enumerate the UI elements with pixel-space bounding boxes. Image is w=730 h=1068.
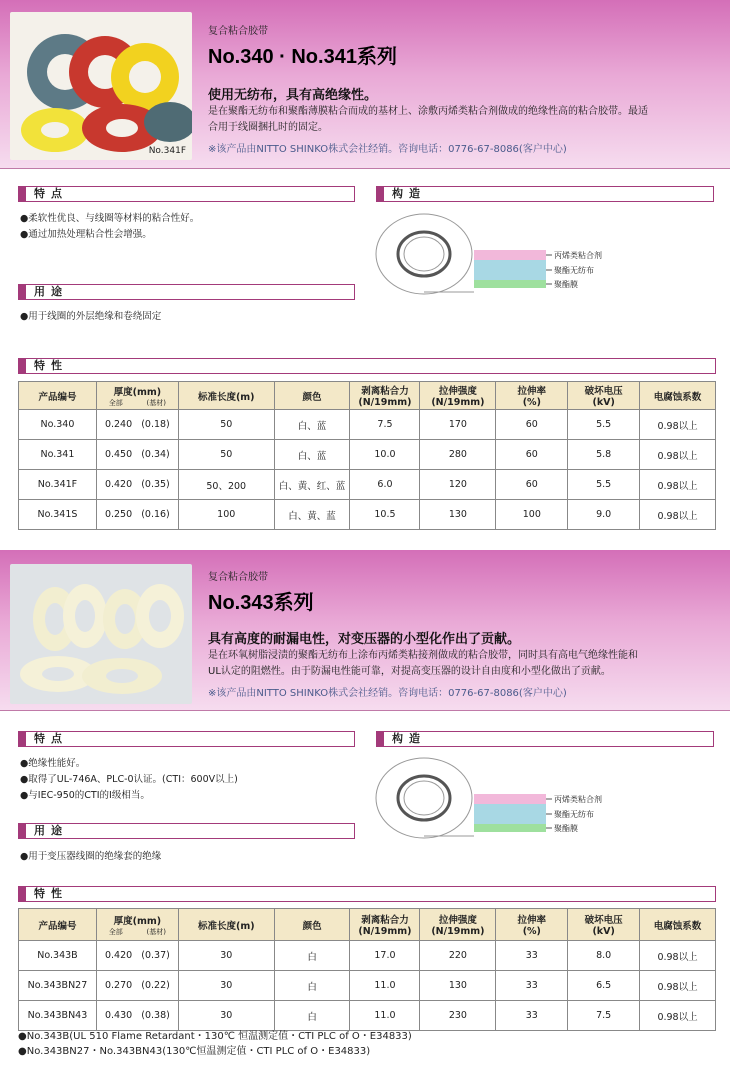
properties-heading: 特性 bbox=[18, 358, 716, 374]
usage-heading: 用途 bbox=[18, 284, 355, 300]
desc-line: 是在聚酯无纺布和聚酯薄膜粘合而成的基材上、涂敷丙烯类粘合剂做成的绝缘性高的粘合胶带。最适 bbox=[208, 106, 648, 117]
tensile-label: 拉伸强度 bbox=[438, 915, 477, 926]
series-title: No.340 · No.341系列 bbox=[208, 46, 397, 68]
cell: 5.8 bbox=[568, 440, 640, 470]
cell: 60 bbox=[496, 440, 568, 470]
cell: 白 bbox=[274, 971, 350, 1001]
cell: 11.0 bbox=[350, 1001, 420, 1031]
cell bbox=[96, 1001, 178, 1031]
thickness-base: (基材) bbox=[146, 927, 166, 936]
cell-total: 0.420 bbox=[104, 479, 133, 490]
cell: 50 bbox=[178, 440, 274, 470]
elongation-unit: (%) bbox=[522, 397, 541, 408]
cell-total: 0.270 bbox=[104, 980, 133, 991]
usage-item: ●用于线圈的外层绝缘和卷绕固定 bbox=[20, 311, 162, 322]
description-343 bbox=[208, 648, 708, 680]
cell: 130 bbox=[420, 971, 496, 1001]
cell: 白 bbox=[274, 1001, 350, 1031]
col-peel bbox=[350, 909, 420, 941]
layer-label: 聚酯膜 bbox=[554, 824, 578, 833]
col-color: 颜色 bbox=[274, 382, 350, 410]
cell: No.343BN43 bbox=[19, 1001, 97, 1031]
breakdown-unit: (kV) bbox=[592, 397, 615, 408]
elongation-unit: (%) bbox=[522, 926, 541, 937]
cell: 17.0 bbox=[350, 941, 420, 971]
structure-heading: 构造 bbox=[376, 186, 714, 202]
cell-base: (0.16) bbox=[141, 509, 170, 520]
feature-item: ●通过加热处理粘合性会增强。 bbox=[20, 229, 152, 240]
table-row bbox=[19, 1001, 716, 1031]
photo-caption: No.341F bbox=[148, 146, 186, 156]
cell-total: 0.450 bbox=[104, 449, 133, 460]
cell: 5.5 bbox=[568, 470, 640, 500]
cell: 0.98以上 bbox=[640, 470, 716, 500]
cell: 30 bbox=[178, 1001, 274, 1031]
col-corrosion: 电腐蚀系数 bbox=[640, 909, 716, 941]
category-label: 复合粘合胶带 bbox=[208, 26, 268, 37]
tensile-label: 拉伸强度 bbox=[438, 386, 477, 397]
cell bbox=[96, 470, 178, 500]
cell: 0.98以上 bbox=[640, 971, 716, 1001]
cell bbox=[96, 410, 178, 440]
cell: 0.98以上 bbox=[640, 410, 716, 440]
cell: 0.98以上 bbox=[640, 500, 716, 530]
col-tensile bbox=[420, 909, 496, 941]
cell: 5.5 bbox=[568, 410, 640, 440]
desc-line: UL认定的阻燃性。由于防漏电性能可靠，对提高变压器的设计自由度和小型化做出了贡献。 bbox=[208, 666, 611, 677]
cell bbox=[96, 500, 178, 530]
col-thickness bbox=[96, 909, 178, 941]
elongation-label: 拉伸率 bbox=[517, 915, 547, 926]
table-header-row bbox=[19, 382, 716, 410]
properties-table-340 bbox=[18, 381, 716, 530]
table-row bbox=[19, 470, 716, 500]
cell: 120 bbox=[420, 470, 496, 500]
feature-item: ●柔软性优良、与线圈等材料的粘合性好。 bbox=[20, 213, 200, 224]
breakdown-label: 破坏电压 bbox=[584, 386, 623, 397]
cell bbox=[96, 941, 178, 971]
cell: 280 bbox=[420, 440, 496, 470]
cell: 60 bbox=[496, 470, 568, 500]
desc-line: 是在环氧树脂浸渍的聚酯无纺布上涂布丙烯类粘接剂做成的粘合胶带，同时具有高电气绝缘性能和 bbox=[208, 650, 638, 661]
cell: 130 bbox=[420, 500, 496, 530]
peel-unit: (N/19mm) bbox=[358, 397, 412, 408]
thickness-label: 厚度(mm) bbox=[113, 915, 162, 927]
col-length: 标准长度(m) bbox=[178, 909, 274, 941]
table-row bbox=[19, 440, 716, 470]
cell: 6.0 bbox=[350, 470, 420, 500]
cell: 11.0 bbox=[350, 971, 420, 1001]
cell bbox=[96, 971, 178, 1001]
cell: 10.0 bbox=[350, 440, 420, 470]
usage-heading: 用途 bbox=[18, 823, 355, 839]
cell: 6.5 bbox=[568, 971, 640, 1001]
cell: 100 bbox=[178, 500, 274, 530]
layer-label: 丙烯类粘合剂 bbox=[554, 251, 602, 260]
footnote: ●No.343BN27・No.343BN43(130℃恒温测定值・CTI PLC of O・E34833) bbox=[18, 1046, 371, 1057]
cell: No.340 bbox=[19, 410, 97, 440]
cell: 0.98以上 bbox=[640, 440, 716, 470]
distributor-note: ※该产品由NITTO SHINKO株式会社经销。咨询电话：0776-67-8086(客户中心) bbox=[208, 144, 567, 155]
features-heading: 特点 bbox=[18, 731, 355, 747]
col-color: 颜色 bbox=[274, 909, 350, 941]
cell-total: 0.430 bbox=[104, 1010, 133, 1021]
peel-label: 剥离粘合力 bbox=[361, 386, 409, 397]
cell: 白、黄、红、蓝 bbox=[274, 470, 350, 500]
cell: No.341 bbox=[19, 440, 97, 470]
layer-label: 聚酯膜 bbox=[554, 280, 578, 289]
feature-item: ●绝缘性能好。 bbox=[20, 758, 86, 769]
cell: No.343B bbox=[19, 941, 97, 971]
cell bbox=[96, 440, 178, 470]
thickness-total: 全部 bbox=[108, 398, 123, 407]
tape-rolls-image bbox=[10, 12, 192, 160]
cell: 33 bbox=[496, 941, 568, 971]
structure-diagram bbox=[374, 212, 714, 302]
col-corrosion: 电腐蚀系数 bbox=[640, 382, 716, 410]
cell: 50、200 bbox=[178, 470, 274, 500]
peel-label: 剥离粘合力 bbox=[361, 915, 409, 926]
product-photo-341 bbox=[10, 12, 192, 160]
cell-total: 0.420 bbox=[104, 950, 133, 961]
cell: 100 bbox=[496, 500, 568, 530]
col-thickness bbox=[96, 382, 178, 410]
col-product: 产品编号 bbox=[19, 909, 97, 941]
headline-340: 使用无纺布，具有高绝缘性。 bbox=[208, 88, 378, 103]
structure-diagram bbox=[374, 756, 714, 846]
cell: 8.0 bbox=[568, 941, 640, 971]
col-peel bbox=[350, 382, 420, 410]
cell: 50 bbox=[178, 410, 274, 440]
cell: No.341F bbox=[19, 470, 97, 500]
cell: No.343BN27 bbox=[19, 971, 97, 1001]
cell: 230 bbox=[420, 1001, 496, 1031]
peel-unit: (N/19mm) bbox=[358, 926, 412, 937]
divider bbox=[0, 710, 730, 711]
cell-base: (0.35) bbox=[141, 479, 170, 490]
properties-table-343 bbox=[18, 908, 716, 1031]
cell-total: 0.250 bbox=[104, 509, 133, 520]
cell: 10.5 bbox=[350, 500, 420, 530]
headline-343: 具有高度的耐漏电性，对变压器的小型化作出了贡献。 bbox=[208, 632, 521, 647]
breakdown-label: 破坏电压 bbox=[584, 915, 623, 926]
structure-heading: 构造 bbox=[376, 731, 714, 747]
cell: No.341S bbox=[19, 500, 97, 530]
cell: 白 bbox=[274, 941, 350, 971]
table-row bbox=[19, 410, 716, 440]
table-row bbox=[19, 500, 716, 530]
cell: 220 bbox=[420, 941, 496, 971]
cell-total: 0.240 bbox=[104, 419, 133, 430]
table-row bbox=[19, 971, 716, 1001]
distributor-note: ※该产品由NITTO SHINKO株式会社经销。咨询电话：0776-67-8086(客户中心) bbox=[208, 688, 567, 699]
feature-item: ●取得了UL-746A、PLC-0认证。(CTI：600V以上) bbox=[20, 774, 238, 785]
usage-item: ●用于变压器线圈的绝缘套的绝缘 bbox=[20, 851, 162, 862]
tensile-unit: (N/19mm) bbox=[431, 926, 485, 937]
cell: 0.98以上 bbox=[640, 941, 716, 971]
cell: 33 bbox=[496, 1001, 568, 1031]
cell-base: (0.18) bbox=[141, 419, 170, 430]
divider bbox=[0, 168, 730, 169]
cell: 170 bbox=[420, 410, 496, 440]
table-header-row bbox=[19, 909, 716, 941]
series-title: No.343系列 bbox=[208, 592, 314, 614]
breakdown-unit: (kV) bbox=[592, 926, 615, 937]
cell: 60 bbox=[496, 410, 568, 440]
description-340 bbox=[208, 104, 708, 136]
cell: 7.5 bbox=[350, 410, 420, 440]
desc-line: 合用于线圈捆扎时的固定。 bbox=[208, 122, 328, 133]
col-elongation bbox=[496, 909, 568, 941]
product-photo-343 bbox=[10, 564, 192, 704]
cell: 30 bbox=[178, 941, 274, 971]
footnote: ●No.343B(UL 510 Flame Retardant・130℃ 恒温测定值・CTI PLC of O・E34833) bbox=[18, 1031, 412, 1042]
features-heading: 特点 bbox=[18, 186, 355, 202]
thickness-base: (基材) bbox=[146, 398, 166, 407]
cell: 白、蓝 bbox=[274, 410, 350, 440]
col-elongation bbox=[496, 382, 568, 410]
cell: 30 bbox=[178, 971, 274, 1001]
cell: 白、黄、蓝 bbox=[274, 500, 350, 530]
category-label: 复合粘合胶带 bbox=[208, 572, 268, 583]
cell: 33 bbox=[496, 971, 568, 1001]
layer-label: 丙烯类粘合剂 bbox=[554, 795, 602, 804]
feature-item: ●与IEC-950的CTI的I级相当。 bbox=[20, 790, 150, 801]
cell: 白、蓝 bbox=[274, 440, 350, 470]
cell-base: (0.22) bbox=[141, 980, 170, 991]
col-breakdown bbox=[568, 382, 640, 410]
cell-base: (0.38) bbox=[141, 1010, 170, 1021]
col-product: 产品编号 bbox=[19, 382, 97, 410]
col-length: 标准长度(m) bbox=[178, 382, 274, 410]
tape-rolls-image bbox=[10, 564, 192, 704]
cell-base: (0.37) bbox=[141, 950, 170, 961]
elongation-label: 拉伸率 bbox=[517, 386, 547, 397]
cell: 9.0 bbox=[568, 500, 640, 530]
thickness-total: 全部 bbox=[108, 927, 123, 936]
layer-label: 聚酯无纺布 bbox=[554, 810, 594, 819]
col-breakdown bbox=[568, 909, 640, 941]
layer-label: 聚酯无纺布 bbox=[554, 266, 594, 275]
col-tensile bbox=[420, 382, 496, 410]
table-row bbox=[19, 941, 716, 971]
tensile-unit: (N/19mm) bbox=[431, 397, 485, 408]
cell: 0.98以上 bbox=[640, 1001, 716, 1031]
cell: 7.5 bbox=[568, 1001, 640, 1031]
cell-base: (0.34) bbox=[141, 449, 170, 460]
properties-heading: 特性 bbox=[18, 886, 716, 902]
thickness-label: 厚度(mm) bbox=[113, 386, 162, 398]
